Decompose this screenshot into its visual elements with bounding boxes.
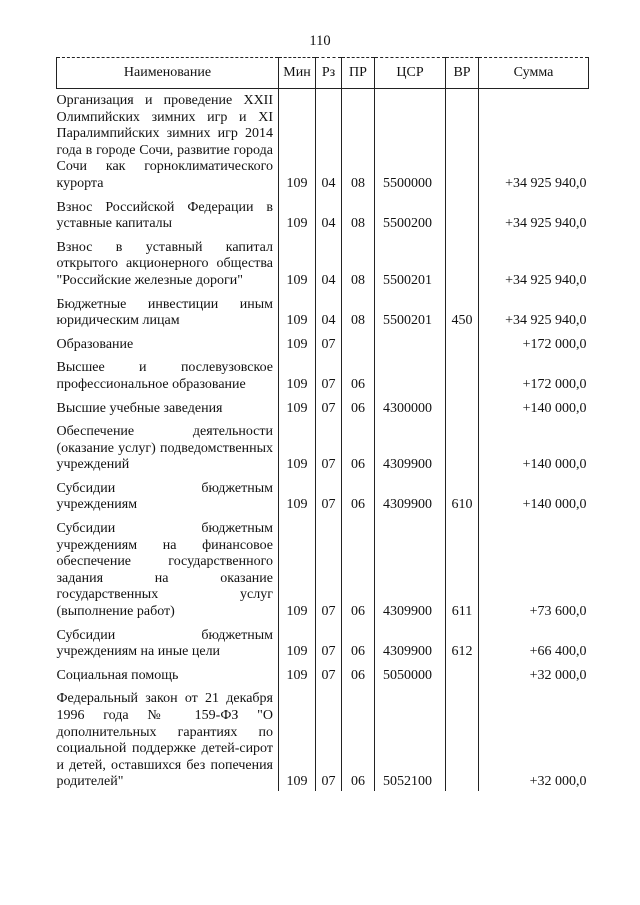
cell-vr (446, 394, 479, 418)
cell-pr: 08 (342, 233, 375, 290)
table-row (57, 290, 589, 330)
cell-name: Социальная помощь (57, 661, 279, 685)
cell-vr (446, 661, 479, 685)
cell-vr (446, 233, 479, 290)
cell-min: 109 (279, 514, 316, 621)
cell-name: Субсидии бюджетным учреждениям на иные цели (57, 621, 279, 661)
cell-vr (446, 353, 479, 393)
cell-rz: 04 (316, 193, 342, 233)
cell-min: 109 (279, 621, 316, 661)
cell-name: Высшие учебные заведения (57, 394, 279, 418)
cell-pr: 08 (342, 89, 375, 193)
table-row (57, 417, 589, 474)
cell-sum: +73 600,0 (479, 514, 589, 621)
cell-min: 109 (279, 330, 316, 354)
table-header-row (57, 58, 589, 89)
budget-table (56, 57, 589, 791)
cell-name: Высшее и послевузовское профессиональное образование (57, 353, 279, 393)
cell-sum: +140 000,0 (479, 394, 589, 418)
cell-rz: 07 (316, 684, 342, 791)
cell-csr: 4309900 (375, 474, 446, 514)
header-vr: ВР (446, 58, 479, 89)
cell-rz: 07 (316, 353, 342, 393)
cell-vr: 611 (446, 514, 479, 621)
header-sum: Сумма (479, 58, 589, 89)
cell-pr: 06 (342, 353, 375, 393)
cell-min: 109 (279, 193, 316, 233)
cell-rz: 07 (316, 621, 342, 661)
cell-min: 109 (279, 661, 316, 685)
cell-sum: +34 925 940,0 (479, 193, 589, 233)
cell-vr: 450 (446, 290, 479, 330)
cell-sum: +34 925 940,0 (479, 89, 589, 193)
table-row (57, 661, 589, 685)
cell-csr: 5500000 (375, 89, 446, 193)
cell-min: 109 (279, 89, 316, 193)
cell-csr: 5500200 (375, 193, 446, 233)
cell-rz: 07 (316, 474, 342, 514)
cell-pr: 06 (342, 684, 375, 791)
cell-pr: 08 (342, 290, 375, 330)
cell-csr: 5050000 (375, 661, 446, 685)
cell-name: Федеральный закон от 21 декабря 1996 года № 159-ФЗ "О дополнительных гарантиях по социальной поддержке детей-сирот и детей, оставшихся без попечения родителей" (57, 684, 279, 791)
cell-pr: 06 (342, 394, 375, 418)
cell-min: 109 (279, 474, 316, 514)
cell-vr (446, 330, 479, 354)
cell-pr: 06 (342, 514, 375, 621)
cell-vr: 610 (446, 474, 479, 514)
cell-sum: +32 000,0 (479, 661, 589, 685)
cell-rz: 04 (316, 290, 342, 330)
cell-sum: +140 000,0 (479, 474, 589, 514)
cell-min: 109 (279, 394, 316, 418)
cell-name: Бюджетные инвестиции иным юридическим лицам (57, 290, 279, 330)
cell-sum: +172 000,0 (479, 353, 589, 393)
cell-name: Организация и проведение XXII Олимпийских зимних игр и XI Паралимпийских зимних игр 2014 года в городе Сочи, развитие города Сочи как горноклиматического курорта (57, 89, 279, 193)
cell-name: Взнос Российской Федерации в уставные капиталы (57, 193, 279, 233)
table-body (57, 89, 589, 791)
header-csr: ЦСР (375, 58, 446, 89)
cell-min: 109 (279, 353, 316, 393)
cell-pr: 06 (342, 417, 375, 474)
cell-min: 109 (279, 233, 316, 290)
cell-csr (375, 330, 446, 354)
cell-sum: +34 925 940,0 (479, 290, 589, 330)
cell-vr: 612 (446, 621, 479, 661)
cell-rz: 07 (316, 330, 342, 354)
page-number: 110 (309, 33, 331, 49)
cell-csr: 5500201 (375, 233, 446, 290)
cell-rz: 04 (316, 233, 342, 290)
cell-sum: +34 925 940,0 (479, 233, 589, 290)
cell-sum: +140 000,0 (479, 417, 589, 474)
cell-rz: 07 (316, 514, 342, 621)
header-pr: ПР (342, 58, 375, 89)
table-row (57, 621, 589, 661)
cell-name: Обеспечение деятельности (оказание услуг) подведомственных учреждений (57, 417, 279, 474)
cell-csr: 4309900 (375, 621, 446, 661)
table-row (57, 514, 589, 621)
cell-pr (342, 330, 375, 354)
cell-csr: 4309900 (375, 514, 446, 621)
cell-rz: 07 (316, 661, 342, 685)
cell-csr (375, 353, 446, 393)
cell-csr: 4300000 (375, 394, 446, 418)
cell-name: Субсидии бюджетным учреждениям (57, 474, 279, 514)
table-row (57, 233, 589, 290)
cell-csr: 5052100 (375, 684, 446, 791)
cell-vr (446, 193, 479, 233)
table-row (57, 394, 589, 418)
cell-vr (446, 684, 479, 791)
table-row (57, 89, 589, 193)
cell-vr (446, 417, 479, 474)
table-row (57, 330, 589, 354)
cell-pr: 06 (342, 661, 375, 685)
cell-name: Взнос в уставный капитал открытого акционерного общества "Российские железные дороги" (57, 233, 279, 290)
cell-vr (446, 89, 479, 193)
cell-rz: 04 (316, 89, 342, 193)
cell-min: 109 (279, 417, 316, 474)
header-name: Наименование (57, 58, 279, 89)
table-row (57, 193, 589, 233)
cell-pr: 06 (342, 621, 375, 661)
table-row (57, 353, 589, 393)
cell-pr: 06 (342, 474, 375, 514)
cell-rz: 07 (316, 394, 342, 418)
header-min: Мин (279, 58, 316, 89)
cell-sum: +32 000,0 (479, 684, 589, 791)
cell-sum: +172 000,0 (479, 330, 589, 354)
cell-sum: +66 400,0 (479, 621, 589, 661)
header-rz: Рз (316, 58, 342, 89)
cell-min: 109 (279, 290, 316, 330)
table-row (57, 474, 589, 514)
cell-name: Субсидии бюджетным учреждениям на финансовое обеспечение государственного задания на оказание государственных услуг (выполнение работ) (57, 514, 279, 621)
cell-rz: 07 (316, 417, 342, 474)
table-row (57, 684, 589, 791)
cell-csr: 4309900 (375, 417, 446, 474)
cell-min: 109 (279, 684, 316, 791)
cell-pr: 08 (342, 193, 375, 233)
cell-csr: 5500201 (375, 290, 446, 330)
cell-name: Образование (57, 330, 279, 354)
